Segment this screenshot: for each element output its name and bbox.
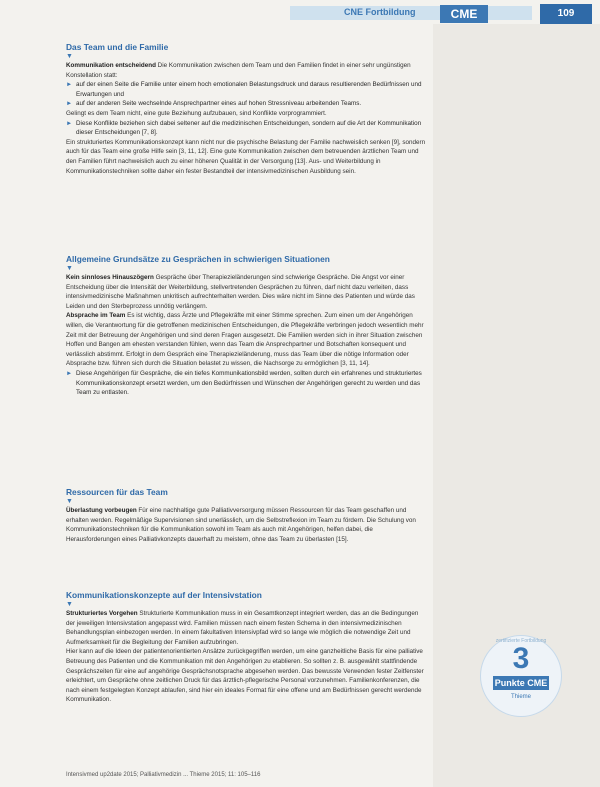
- section-marker-icon: ▼: [66, 265, 73, 272]
- badge-label: Punkte CME: [494, 678, 548, 688]
- badge-publisher: Thieme: [510, 694, 531, 700]
- paragraph-lead: Kommunikation entscheidend: [66, 62, 156, 69]
- paragraph-text: Hier kann auf die Ideen der patientenorientierten Ansätze zurückgegriffen werden, um eine ganzheitliche Basis für eine palliative Betreuung des Patienten und die Kommunikation mit den Angehörigen zu etablieren. So sollten z. B. ausgewählt stattfindende Gesprächszeiten für eine auf angehörige Gesprächsnotsprache abgesehen werden. Das bewusste Verwenden fester Zeitfenster erleichtert, um Gespräche ohne zeitlichen Druck für das ärztlich-pflegerische Personal vorzunehmen. Familienkonferenzen, die nach einem festgelegten Konzept ablaufen, sind hier ein ideales Format für eine offene und am Bedürfnissen gerecht werdende Kommunikation.: [66, 648, 424, 704]
- paragraph: [66, 609, 426, 647]
- header-cme-tag: CME: [440, 5, 488, 23]
- paragraph-text: Strukturierte Kommunikation muss in ein Gesamtkonzept integriert werden, das an die Bedingungen der jeweiligen Intensivstation angepasst wird. Familien müssen nach einem festen Schema in den intensivmedizinischen Behandlungsplan einbezogen werden. In einem fakultativen Intensivpfad wird so lange wie möglich die notwendige Zeit und Aufmerksamkeit für die Begleitung der Familien aufzubringen.: [66, 610, 419, 646]
- bullet-text: auf der einen Seite die Familie unter einem hoch emotionalen Belastungsdruck und daraus resultierenden Bedürfnissen und Erwartungen und: [76, 81, 422, 98]
- bullet-text: Diese Konflikte beziehen sich dabei seltener auf die medizinischen Entscheidungen, sondern auf die Art der Kommunikation dieser Entscheidungen [7, 8].: [76, 119, 422, 137]
- cme-points-badge: [480, 635, 562, 717]
- bullet-item: [66, 369, 426, 398]
- section-title: Allgemeine Grundsätze zu Gesprächen in schwierigen Situationen: [66, 254, 330, 264]
- badge-ring-text: zertifizierte Fortbildung: [495, 638, 547, 644]
- section-title: Kommunikationskonzepte auf der Intensivstation: [66, 590, 262, 600]
- paragraph: [66, 109, 426, 119]
- bullet-item: [66, 119, 426, 138]
- page-footer: Intensivmed up2date 2015; Palliativmedizin ... Thieme 2015; 11: 105–116: [66, 772, 261, 778]
- section-principles: [66, 254, 426, 398]
- paragraph-text: Gespräche über Therapiezieländerungen sind schwierige Gespräche. Die Angst vor einer Entscheidung über die Intensität der Weiterbildung, stellvertretenden Gesprächen zu führen, darf nicht dazu verleiten, dass intensivmedizinische Maßnahmen unkritisch aufrechterhalten werden. Dies wäre nicht im Sinne des Patienten und würde das Leiden und den Sterbeprozess unnötig verlängern.: [66, 274, 415, 310]
- paragraph-lead: Absprache im Team: [66, 312, 126, 320]
- section-marker-icon: ▼: [66, 601, 73, 608]
- paragraph-text: Die Kommunikation zwischen dem Team und den Familien findet in einer sehr ungünstigen Konstellation statt:: [66, 62, 411, 79]
- section-concepts: [66, 590, 426, 705]
- paragraph-lead: Kein sinnloses Hinauszögern: [66, 274, 154, 281]
- paragraph: [66, 138, 426, 176]
- paragraph-text: Ein strukturiertes Kommunikationskonzept kann nicht nur die psychische Belastung der Familie nachweislich senken [9], sondern auch für das Team eine große Hilfe sein [3, 11, 12]. Eine gute Kommunikation zwischen dem betreuenden ärztlichen Team und den Familien führt nachweislich auch zu einer höheren Qualität in der Versorgung [13]. Aus- und Weiterbildung in Kommunikationstechniken sollte daher ein fester Bestandteil der intensivmedizinischen Ausbildung sein.: [66, 138, 426, 175]
- bullet-text: Diese Angehörigen für Gespräche, die ein tiefes Kommunikationsbild werden, sollten durch ein erfahrenes und strukturiertes Kommunikationskonzept ersetzt werden, um den Bedürfnissen und Wünschen der Angehörigen gerecht zu werden und das Team zu entlasten.: [76, 369, 422, 397]
- bullet-text: auf der anderen Seite wechselnde Ansprechpartner eines auf hohen Stressniveau arbeitenden Teams.: [76, 100, 362, 108]
- paragraph-lead: Überlastung vorbeugen: [66, 507, 137, 514]
- header-category: CNE Fortbildung: [344, 7, 416, 17]
- paragraph: [66, 311, 426, 369]
- paragraph-text: Es ist wichtig, dass Ärzte und Pflegekräfte mit einer Stimme sprechen. Zum einen um der Angehörigen willen, die Verantwortung für die getroffenen medizinischen Entscheidungen, die Pflegekräfte verbringen jedoch wesentlich mehr Zeit mit der Betreuung der Angehörigen und sind deren Fragen ausgesetzt. Die Familien werden sich in ihrer Situation zwischen Hoffen und Bangen am ehesten verstanden fühlen, wenn das Team die Ansprechpartner und Botschaften konsequent und verlässlich abstimmt. Erfolgt in dem Gespräch eine Therapiezieländerung, muss das Team über die nötige Information oder Absprache bzw. führen sich durch die Situation belastet zu wissen, die Nachsorge zu ermöglichen [3, 11, 14].: [66, 312, 424, 368]
- section-title: Das Team und die Familie: [66, 42, 169, 52]
- paragraph-text: Für eine nachhaltige gute Palliativversorgung müssen Ressourcen für das Team geschaffen und erhalten werden. Regelmäßige Supervisionen sind unerlässlich, um die Selbstreflexion im Team zu fördern. Die Schulung von Kommunikationstechniken für die Kommunikation sowohl im Team als auch mit Angehörigen, helfen dabei, die Herausforderungen eines Palliativkonzepts dauerhaft zu meistern, ohne das Team zu überlasten [15].: [66, 507, 416, 543]
- paragraph: [66, 506, 426, 544]
- bullet-arrow-icon: ►: [66, 119, 73, 127]
- section-team-family: [66, 42, 426, 176]
- paragraph: [66, 61, 426, 80]
- bullet-arrow-icon: ►: [66, 81, 73, 89]
- section-marker-icon: ▼: [66, 498, 73, 505]
- bullet-item: [66, 99, 426, 109]
- bullet-item: [66, 80, 426, 99]
- bullet-arrow-icon: ►: [66, 100, 73, 108]
- page-header: [0, 0, 600, 24]
- badge-number: 3: [512, 642, 530, 675]
- section-marker-icon: ▼: [66, 53, 73, 60]
- section-resources: [66, 487, 426, 544]
- page-number: 109: [540, 4, 592, 24]
- bullet-arrow-icon: ►: [66, 369, 73, 377]
- paragraph-text: Gelingt es dem Team nicht, eine gute Beziehung aufzubauen, sind Konflikte vorprogrammiert.: [66, 109, 327, 117]
- paragraph: [66, 647, 426, 705]
- paragraph: [66, 273, 426, 311]
- paragraph-lead: Strukturiertes Vorgehen: [66, 610, 138, 617]
- section-title: Ressourcen für das Team: [66, 487, 168, 497]
